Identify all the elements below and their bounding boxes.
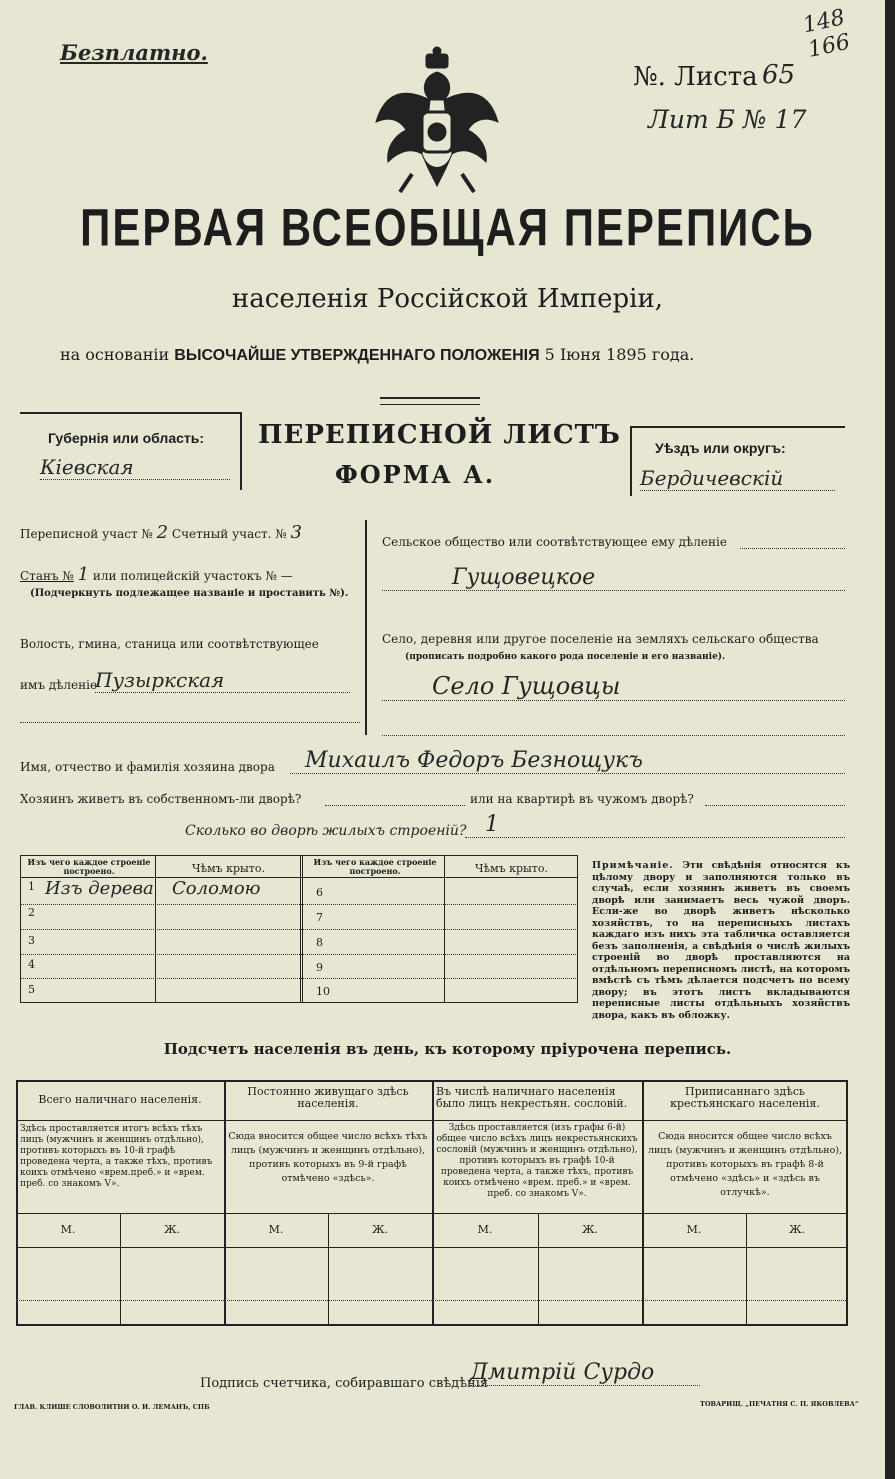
table-row-line [20,904,578,905]
signature-value: Дмитрій Сурдо [470,1360,700,1386]
form-title: ПЕРЕПИСНОЙ ЛИСТЪ [258,420,621,450]
pop-f-3: Ж. [582,1223,598,1236]
buildings-note [592,860,850,1021]
imperial-eagle-emblem [372,46,502,196]
pop-desc-3: Здѣсь проставляется (изъ графы 6-й) общее число всѣхъ лицъ некрестьянскихъ сословій (мужчинъ и женщинъ отдѣльно), противъ которыхъ въ графѣ 10-й проведена черта, а также тѣхъ, противъ коихъ отмѣчено «врем. преб.» и «врем. преб. со знакомъ V». [436,1123,638,1199]
row-num-3: 3 [28,934,35,947]
row-num-5: 5 [28,983,35,996]
col-roof-1: Чѣмъ крыто. [191,862,266,875]
pop-row-line [16,1213,848,1214]
own-yard-rule [325,805,465,806]
buildings-count-value: 1 [465,812,845,838]
pop-f-1: Ж. [164,1223,180,1236]
ornament-divider [380,397,480,405]
note-text: Эти свѣдѣнія относятся къ цѣлому двору и заполняются только въ случаѣ, если хозяинъ живетъ въ своемъ дворѣ или занимаетъ весь чужой дворъ. Если-же во дворѣ живетъ нѣсколько хозяйствъ, то на переписныхъ листахъ каждаго изъ нихъ эта табличка оставляется безъ заполненія, а свѣдѣнія о числѣ жилыхъ строеній во дворѣ проставляются на отдѣльномъ переписномъ листѣ, на которомъ вмѣстѣ съ тѣмъ дѣлается подсчетъ по всему двору; въ этотъ листъ вкладываются переписные листы отдѣльныхъ хозяйствъ двора, какъ въ обложку. [592,860,850,1021]
col-material-1: Изъ чего каждое строеніе построено. [27,857,151,876]
buildings-count-label: Сколько во дворѣ жилыхъ строеній? [185,823,467,839]
enumeration-line: Переписной участ № 2 Счетный участ. № 3 [20,522,302,543]
owner-value: Михаилъ Федоръ Безнощукъ [290,748,845,774]
pop-col-line [224,1080,226,1326]
count-plot-value: 3 [290,522,302,543]
precinct-line: Станъ № 1 или полицейскій участокъ № — [20,564,293,585]
rent-yard-rule [705,805,845,806]
pop-row-line [16,1300,848,1301]
society-value: Гущовецкое [382,565,845,591]
row-num-4: 4 [28,958,35,971]
signature-label: Подпись счетчика, собиравшаго свѣдѣнія [200,1376,489,1391]
stan-value: 1 [77,564,90,585]
pop-m-3: М. [477,1223,493,1236]
volost-value: Пузыркская [95,668,350,693]
basis-bold: ВЫСОЧАЙШЕ УТВЕРЖДЕННАГО ПОЛОЖЕНІЯ [174,347,540,364]
table-row-line [20,954,578,955]
sheet-number-label: №. Листа [633,62,758,92]
pop-f-2: Ж. [372,1223,388,1236]
pop-desc-4: Сюда вносится общее число всѣхъ лицъ (мужчинъ и женщинъ отдѣльно), противъ которыхъ въ графѣ 8-й отмѣчено «здѣсь» и «здѣсь въ отлучкѣ». [647,1131,843,1198]
pop-m-1: М. [60,1223,76,1236]
basis-date: 5 Іюня 1895 года. [544,345,695,364]
note-heading: Примѣчаніе. [592,860,674,871]
volost-label-2: имъ дѣленіе [20,678,98,692]
district-value: Бердичевскій [640,466,835,491]
printer-left: ГЛАВ. КЛИШЕ СЛОВОЛИТНИ О. И. ЛЕМАНЪ, СПБ [14,1403,210,1411]
row-num-6: 6 [316,886,323,899]
row-num-7: 7 [316,911,323,924]
row-material-1: Изъ дерева [45,878,154,899]
village-rule-2 [382,735,845,736]
row-num-10: 10 [316,985,330,998]
society-label: Сельское общество или соотвѣтствующее ему дѣленіе [382,535,727,549]
province-value: Кіевская [40,455,230,480]
pop-row-line [16,1247,848,1248]
col-roof-2: Чѣмъ крыто. [474,862,549,875]
volost-label-1: Волость, гмина, станица или соотвѣтствующее [20,637,319,651]
row-num-1: 1 [28,880,35,893]
precinct-note: (Подчеркнуть подлежащее названіе и проставить №). [30,588,349,599]
table-row-line [20,929,578,930]
province-label: Губернія или область: [48,430,205,446]
left-rule [20,722,360,723]
pop-desc-2: Сюда вносится общее число всѣхъ тѣхъ лицъ (мужчинъ и женщинъ отдѣльно), противъ которыхъ въ 9-й графѣ отмѣчено «здѣсь». [228,1131,428,1184]
village-note: (прописать подробно какого рода поселеніе и его названіе). [405,652,726,662]
pop-header-3: Въ числѣ наличнаго населенія было лицъ некрестьян. сословій. [436,1085,628,1110]
row-num-8: 8 [316,936,323,949]
district-label: Уѣздъ или округъ: [655,440,786,456]
pop-desc-1: Здѣсь проставляется итогъ всѣхъ тѣхъ лицъ (мужчинъ и женщинъ отдѣльно), противъ которыхъ въ 10-й графѣ проведена черта, а также тѣхъ, противъ коихъ отмѣчено «врем.преб.» и «врем. преб. со знакомъ V». [20,1124,213,1189]
printer-right: ТОВАРИЩ. „ПЕЧАТНЯ С. П. ЯКОВЛЕВА“ [700,1400,859,1408]
free-label: Безплатно. [60,40,208,65]
table-row-line [20,978,578,979]
pop-f-4: Ж. [789,1223,805,1236]
pop-header-2: Постоянно живущаго здѣсь населенія. [247,1085,409,1110]
society-rule [740,548,845,549]
row-num-9: 9 [316,961,323,974]
vertical-separator [365,520,367,735]
population-title: Подсчетъ населенія въ день, къ которому пріурочена перепись. [163,1040,732,1058]
col-material-2: Изъ чего каждое строеніе построено. [313,857,437,876]
pop-row-line [16,1120,848,1121]
sheet-number-value: 65 [762,60,796,90]
pop-header-4: Приписаннаго здѣсь крестьянскаго населенія. [670,1085,820,1110]
pop-header-1: Всего наличнаго населенія. [38,1093,202,1106]
row-roof-1: Соломою [172,878,261,899]
archive-number: 148 166 [800,5,853,63]
pop-m-2: М. [268,1223,284,1236]
village-label: Село, деревня или другое поселеніе на земляхъ сельскаго общества [382,632,819,646]
basis-line [60,345,694,365]
pop-m-4: М. [686,1223,702,1236]
census-plot-value: 2 [156,522,169,543]
village-value: Село Гущовцы [382,672,845,701]
pop-col-line [432,1080,434,1326]
basis-prefix: на основаніи [60,345,170,364]
owner-label: Имя, отчество и фамилія хозяина двора [20,760,275,774]
subtitle: населенія Россійской Имперіи, [231,284,664,314]
main-title: ПЕРВАЯ ВСЕОБЩАЯ ПЕРЕПИСЬ [80,198,815,257]
rent-yard-label: или на квартирѣ въ чужомъ дворѣ? [470,792,694,806]
form-subtitle: ФОРМА А. [335,460,496,489]
own-yard-label: Хозяинъ живетъ въ собственномъ-ли дворѣ? [20,792,302,806]
pop-col-line [642,1080,644,1326]
leaf-note: Лит Б № 17 [648,105,807,134]
row-num-2: 2 [28,906,35,919]
